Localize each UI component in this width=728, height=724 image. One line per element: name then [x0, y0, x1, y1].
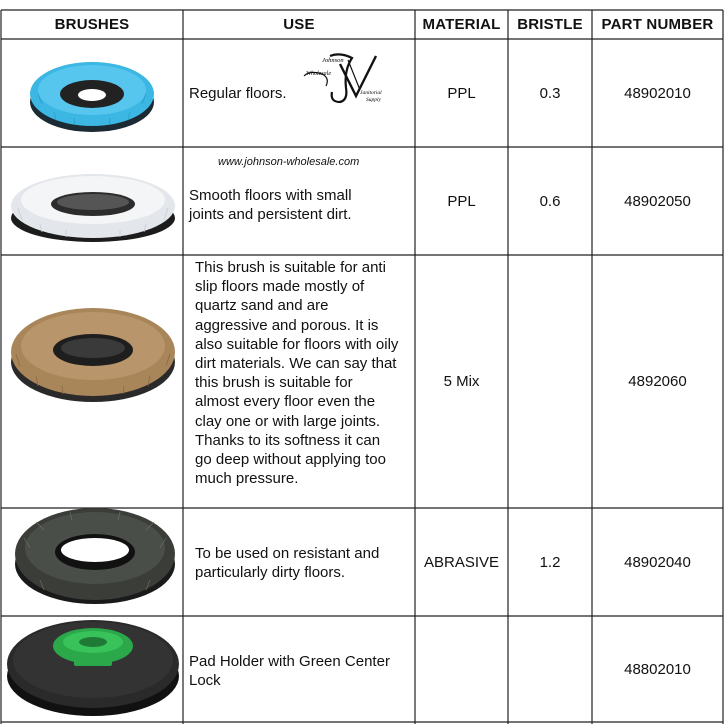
material-row-2: PPL [447, 192, 476, 210]
svg-text:Wholesale: Wholesale [306, 71, 331, 77]
bristle-row-4: 1.2 [539, 553, 561, 571]
use-resistant-dirty-floors: To be used on resistant and particularly dirty floors. [195, 545, 380, 581]
use-smooth-floors: Smooth floors with small joints and persistent dirt. [189, 187, 352, 223]
part-number-row-4: 48902040 [624, 553, 691, 571]
website-watermark: www.johnson-wholesale.com [218, 156, 360, 168]
header-material: MATERIAL [422, 16, 501, 33]
svg-text:Johnson: Johnson [322, 57, 344, 64]
header-bristle: BRISTLE [517, 16, 583, 33]
part-number-row-1: 48902010 [624, 84, 691, 102]
johnson-wholesale-logo [300, 50, 392, 104]
header-use: USE [283, 16, 315, 33]
part-number-row-3: 4892060 [628, 373, 687, 390]
blue-bristle-brush-image [24, 50, 160, 136]
header-brushes: BRUSHES [54, 16, 130, 33]
material-row-4: ABRASIVE [423, 553, 500, 571]
svg-text:Supply: Supply [366, 97, 381, 103]
material-row-3: 5 Mix [443, 373, 480, 390]
bristle-row-5 [508, 616, 592, 722]
material-row-5 [415, 616, 508, 722]
bristle-row-1: 0.3 [539, 84, 561, 102]
part-number-row-5: 48802010 [624, 660, 691, 678]
tan-bristle-brush-image [6, 296, 180, 408]
white-bristle-brush-image [6, 160, 180, 244]
bristle-row-3 [508, 255, 592, 508]
material-row-1: PPL [447, 84, 476, 102]
header-part-number: PART NUMBER [601, 16, 714, 33]
black-abrasive-brush-image [10, 498, 180, 610]
use-regular-floors: Regular floors. [189, 84, 287, 102]
bristle-row-2: 0.6 [539, 192, 561, 210]
svg-text:Janitorial: Janitorial [360, 90, 382, 96]
use-pad-holder: Pad Holder with Green Center Lock [189, 653, 390, 689]
part-number-row-2: 48902050 [624, 192, 691, 210]
pad-holder-green-center-image [4, 610, 182, 720]
use-anti-slip-floors: This brush is suitable for anti slip floors made mostly of quartz sand and are aggressive and porous. It is also suitable for floors with oily dirt materials. We can say that this brush is suitable for almost every floor even the clay one or with large joints. Thanks to its softness it can go deep without applying too much pressure. [195, 259, 399, 488]
